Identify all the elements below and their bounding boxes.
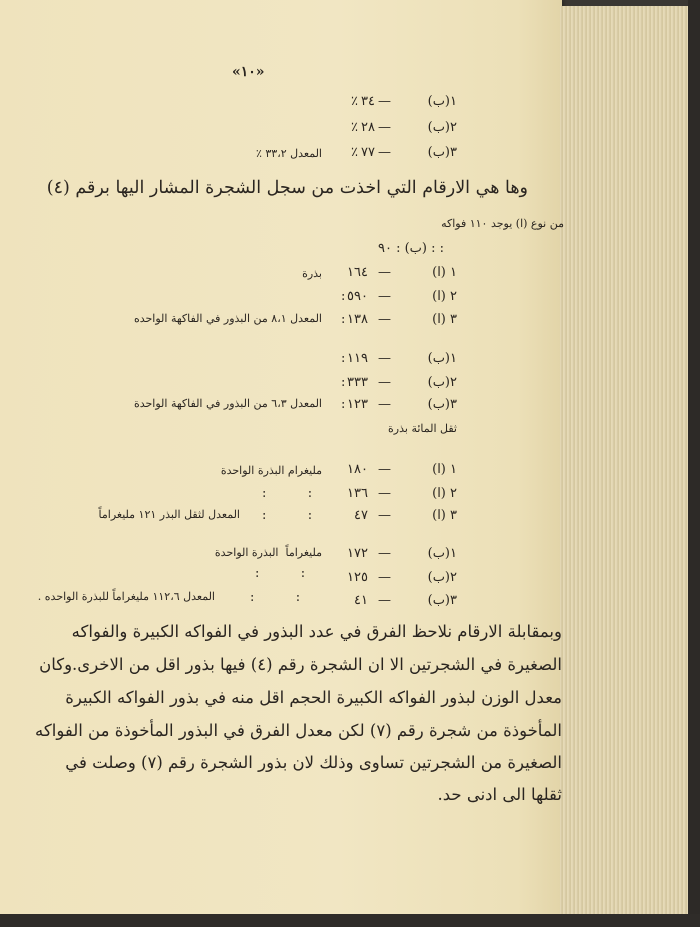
row-label: ٢(ب): [427, 570, 457, 585]
row-label: ٣ (ا): [432, 312, 457, 327]
row-note: المعدل ١١٢،٦ مليغراماً للبذرة الواحده .: [37, 590, 215, 603]
row-unit: مليغراماً البذرة الواحدة: [214, 546, 322, 559]
row-value: ١٢٥: [347, 570, 368, 585]
book-cover-edge: [688, 0, 700, 927]
row-unit: : :: [250, 590, 301, 605]
intro-line: من نوع (ا) يوجد ١١٠ فواكه: [441, 217, 564, 230]
row-note: المعدل ٨،١ من البذور في الفاكهة الواحده: [133, 312, 322, 325]
row-pct: ٪: [351, 120, 358, 135]
row-label: ١ (ا): [432, 265, 457, 280]
row-unit: : :: [262, 508, 313, 523]
row-dash: —: [378, 593, 391, 608]
row-value: ١٦٤: [347, 265, 368, 280]
row-dash: —: [378, 486, 391, 501]
row-pct: ٪: [351, 145, 358, 160]
paragraph-line: الصغيرة في الشجرتين الا ان الشجرة رقم (٤) فيها بذور اقل من الاخرى.وكان: [39, 655, 562, 674]
row-dash: —: [378, 265, 391, 280]
row-dash: —: [378, 312, 391, 327]
row-dash: —: [378, 145, 391, 160]
row-value: ٧٧: [361, 145, 375, 160]
row-dash: —: [378, 94, 391, 109]
paragraph-line: الصغيرة من الشجرتين تساوى وذلك لان بذور الشجرة رقم (٧) وصلت في: [65, 753, 562, 772]
row-value: ٢٨: [361, 120, 375, 135]
row-label: ٢ (ا): [432, 486, 457, 501]
row-value: ١١٩: [347, 351, 368, 366]
paragraph-line: وبمقابلة الارقام نلاحظ الفرق في عدد البذور في الفواكه الكبيرة والفواكه: [71, 622, 562, 641]
row-dash: —: [378, 289, 391, 304]
row-unit: مليغرام البذرة الواحدة: [220, 464, 322, 477]
row-label: ٢ (ا): [432, 289, 457, 304]
row-value: ١٨٠: [347, 462, 368, 477]
row-unit: :: [341, 351, 346, 366]
row-label: ٣ (ا): [432, 508, 457, 523]
row-value: ٥٩٠: [347, 289, 368, 304]
row-unit: :: [341, 375, 346, 390]
row-value: ٤١: [354, 593, 368, 608]
row-dash: —: [378, 120, 391, 135]
section-heading: وها هي الارقام التي اخذت من سجل الشجرة المشار اليها برقم (٤): [46, 178, 528, 198]
row-label: ١ (ا): [432, 462, 457, 477]
row-dash: —: [378, 546, 391, 561]
page-edges: [560, 6, 690, 914]
row-note: المعدل ٦،٣ من البذور في الفاكهة الواحدة: [133, 397, 322, 410]
row-label: ٢(ب): [427, 120, 457, 135]
row-label: ٣(ب): [427, 593, 457, 608]
paragraph-line: معدل الوزن لبذور الفواكه الكبيرة الحجم اقل منه في بذور الفواكه الكبيرة: [65, 688, 562, 707]
row-value: ٣٤: [361, 94, 375, 109]
paragraph-line: ثقلها الى ادنى حد.: [437, 785, 562, 804]
row-unit: :: [341, 397, 346, 412]
row-label: ١(ب): [427, 94, 457, 109]
row-unit: :: [341, 289, 346, 304]
row-label: ٣(ب): [427, 397, 457, 412]
row-label: ٣(ب): [427, 145, 457, 160]
row-dash: —: [378, 375, 391, 390]
row-value: ٣٣٣: [347, 375, 368, 390]
row-dash: —: [378, 508, 391, 523]
row-label: ١(ب): [427, 351, 457, 366]
row-value: ١٧٢: [347, 546, 368, 561]
row-label: ١(ب): [427, 546, 457, 561]
intro-line: : : (ب) : ٩٠: [377, 241, 444, 256]
weight-title: ثقل المائة بذرة: [388, 422, 457, 435]
row-dash: —: [378, 397, 391, 412]
row-label: ٢(ب): [427, 375, 457, 390]
row-unit: : :: [262, 486, 313, 501]
row-pct: ٪: [351, 94, 358, 109]
row-value: ١٢٣: [347, 397, 368, 412]
row-value: ٤٧: [354, 508, 368, 523]
row-value: ١٣٨: [347, 312, 368, 327]
row-unit: : :: [255, 566, 306, 581]
row-note: المعدل ٣٣،٢ ٪: [255, 147, 322, 160]
row-value: ١٣٦: [347, 486, 368, 501]
background-surface: [0, 914, 700, 927]
row-unit: :: [341, 312, 346, 327]
row-dash: —: [378, 570, 391, 585]
row-dash: —: [378, 351, 391, 366]
row-unit: بذرة: [302, 267, 322, 280]
row-note: المعدل لثقل البذر ١٢١ مليغراماً: [98, 508, 240, 521]
page-number: «١٠»: [232, 64, 265, 80]
paragraph-line: المأخوذة من شجرة رقم (٧) لكن معدل الفرق في البذور المأخوذة من الفواكه: [35, 721, 562, 740]
row-dash: —: [378, 462, 391, 477]
